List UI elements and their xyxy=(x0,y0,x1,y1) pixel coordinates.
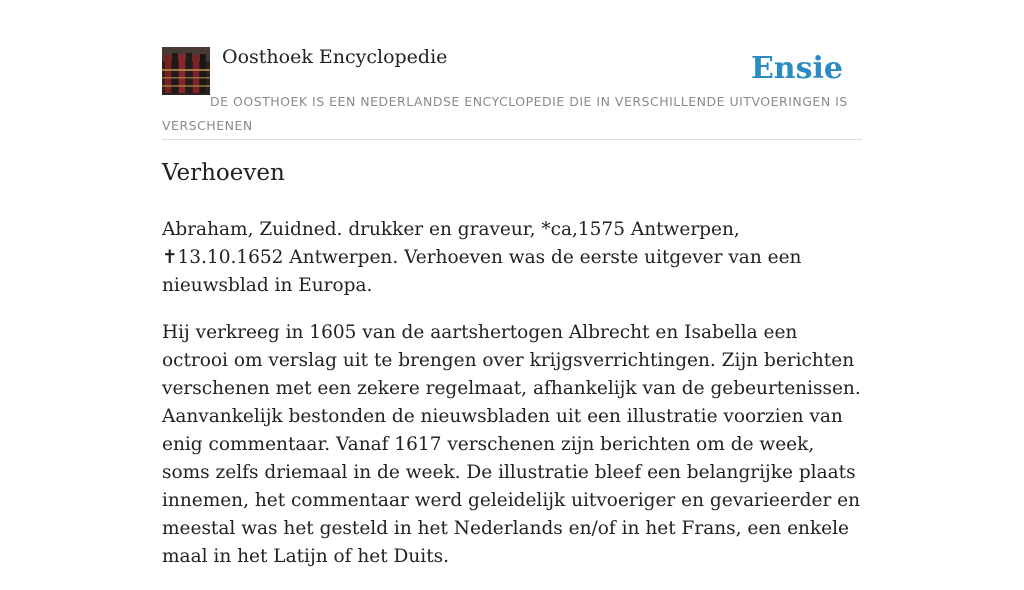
site-tagline: DE OOSTHOEK IS EEN NEDERLANDSE ENCYCLOPEDIE DIE IN VERSCHILLENDE UITVOERINGEN IS VERSCHENEN xyxy=(162,94,848,133)
site-name[interactable]: Oosthoek Encyclopedie xyxy=(222,46,448,68)
brand-logo-link[interactable]: Ensie xyxy=(750,51,843,86)
article-paragraph: Abraham, Zuidned. drukker en graveur, *ca,1575 Antwerpen, ✝13.10.1652 Antwerpen. Verhoeven was de eerste uitgever van een nieuwsblad in Europa. xyxy=(162,219,802,296)
article-title: Verhoeven xyxy=(162,160,285,186)
encyclopedia-books-icon[interactable] xyxy=(162,47,210,95)
article-body xyxy=(162,216,862,590)
article-paragraph: Hij verkreeg in 1605 van de aartshertogen Albrecht en Isabella een octrooi om verslag uit te brengen over krijgsverrichtingen. Zijn berichten verschenen met een zekere regelmaat, afhankelijk van de gebeurtenissen. Aanvankelijk bestonden de nieuwsbladen uit een illustratie voorzien van enig commentaar. Vanaf 1617 verschenen zijn berichten om de week, soms zelfs driemaal in de week. De illustratie bleef een belangrijke plaats innemen, het commentaar werd geleidelijk uitvoeriger en gevarieerder en meestal was het gesteld in het Nederlands en/of in het Frans, een enkele maal in het Latijn of het Duits. xyxy=(162,322,861,567)
site-header xyxy=(162,0,862,140)
page-container xyxy=(162,0,862,567)
